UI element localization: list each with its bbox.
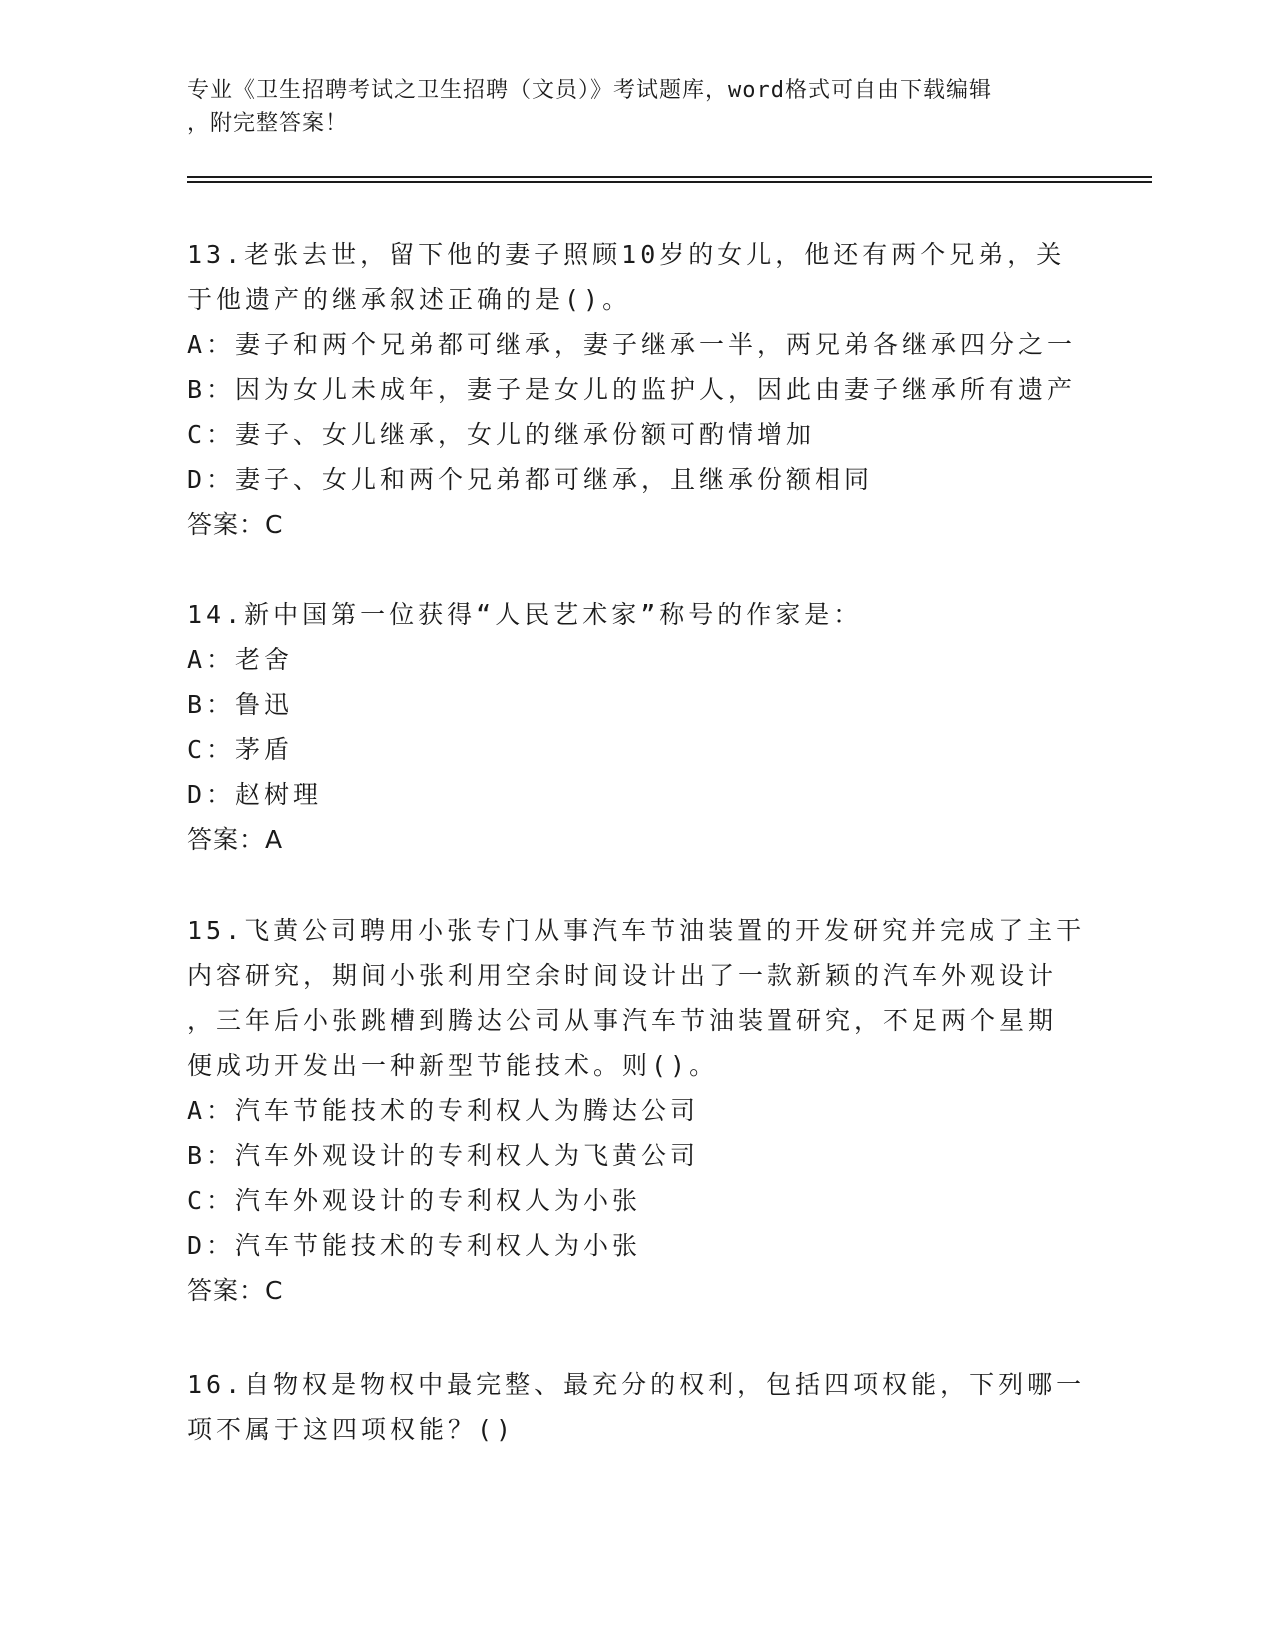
option-d: D：妻子、女儿和两个兄弟都可继承，且继承份额相同 [187, 465, 874, 494]
option-a: A：汽车节能技术的专利权人为腾达公司 [187, 1096, 700, 1125]
option-b: B：因为女儿未成年，妻子是女儿的监护人，因此由妻子继承所有遗产 [187, 375, 1077, 404]
question-stem-line: 项不属于这四项权能？() [187, 1415, 516, 1444]
question-15 [187, 908, 1087, 1313]
question-stem-line: 14.新中国第一位获得“人民艺术家”称号的作家是： [187, 600, 863, 629]
question-stem-line: 于他遗产的继承叙述正确的是()。 [187, 285, 632, 314]
question-16 [187, 1362, 1087, 1452]
option-a: A：妻子和两个兄弟都可继承，妻子继承一半，两兄弟各继承四分之一 [187, 330, 1077, 359]
option-c: C：汽车外观设计的专利权人为小张 [187, 1186, 642, 1215]
answer-line: 答案：A [187, 825, 284, 854]
option-d: D：赵树理 [187, 780, 323, 809]
option-c: C：妻子、女儿继承，女儿的继承份额可酌情增加 [187, 420, 816, 449]
header-divider [187, 176, 1152, 178]
question-stem-line: 16.自物权是物权中最完整、最充分的权利，包括四项权能，下列哪一 [187, 1370, 1086, 1399]
option-b: B：鲁迅 [187, 690, 294, 719]
document-header [187, 74, 1087, 140]
answer-line: 答案：C [187, 1276, 284, 1305]
question-stem-line: 15.飞黄公司聘用小张专门从事汽车节油装置的开发研究并完成了主干 [187, 916, 1086, 945]
option-d: D：汽车节能技术的专利权人为小张 [187, 1231, 642, 1260]
header-line: 专业《卫生招聘考试之卫生招聘（文员）》考试题库，word格式可自由下载编辑 [187, 78, 992, 103]
question-stem-line: ，三年后小张跳槽到腾达公司从事汽车节油装置研究，不足两个星期 [187, 1006, 1058, 1035]
option-b: B：汽车外观设计的专利权人为飞黄公司 [187, 1141, 700, 1170]
question-stem-line: 内容研究，期间小张利用空余时间设计出了一款新颖的汽车外观设计 [187, 961, 1058, 990]
answer-line: 答案：C [187, 510, 284, 539]
header-line: ，附完整答案！ [187, 111, 349, 136]
question-14 [187, 592, 1087, 862]
header-divider [187, 181, 1152, 183]
question-stem-line: 13.老张去世，留下他的妻子照顾10岁的女儿，他还有两个兄弟，关 [187, 240, 1066, 269]
question-stem-line: 便成功开发出一种新型节能技术。则()。 [187, 1051, 719, 1080]
option-a: A：老舍 [187, 645, 294, 674]
question-13 [187, 232, 1087, 547]
option-c: C：茅盾 [187, 735, 294, 764]
